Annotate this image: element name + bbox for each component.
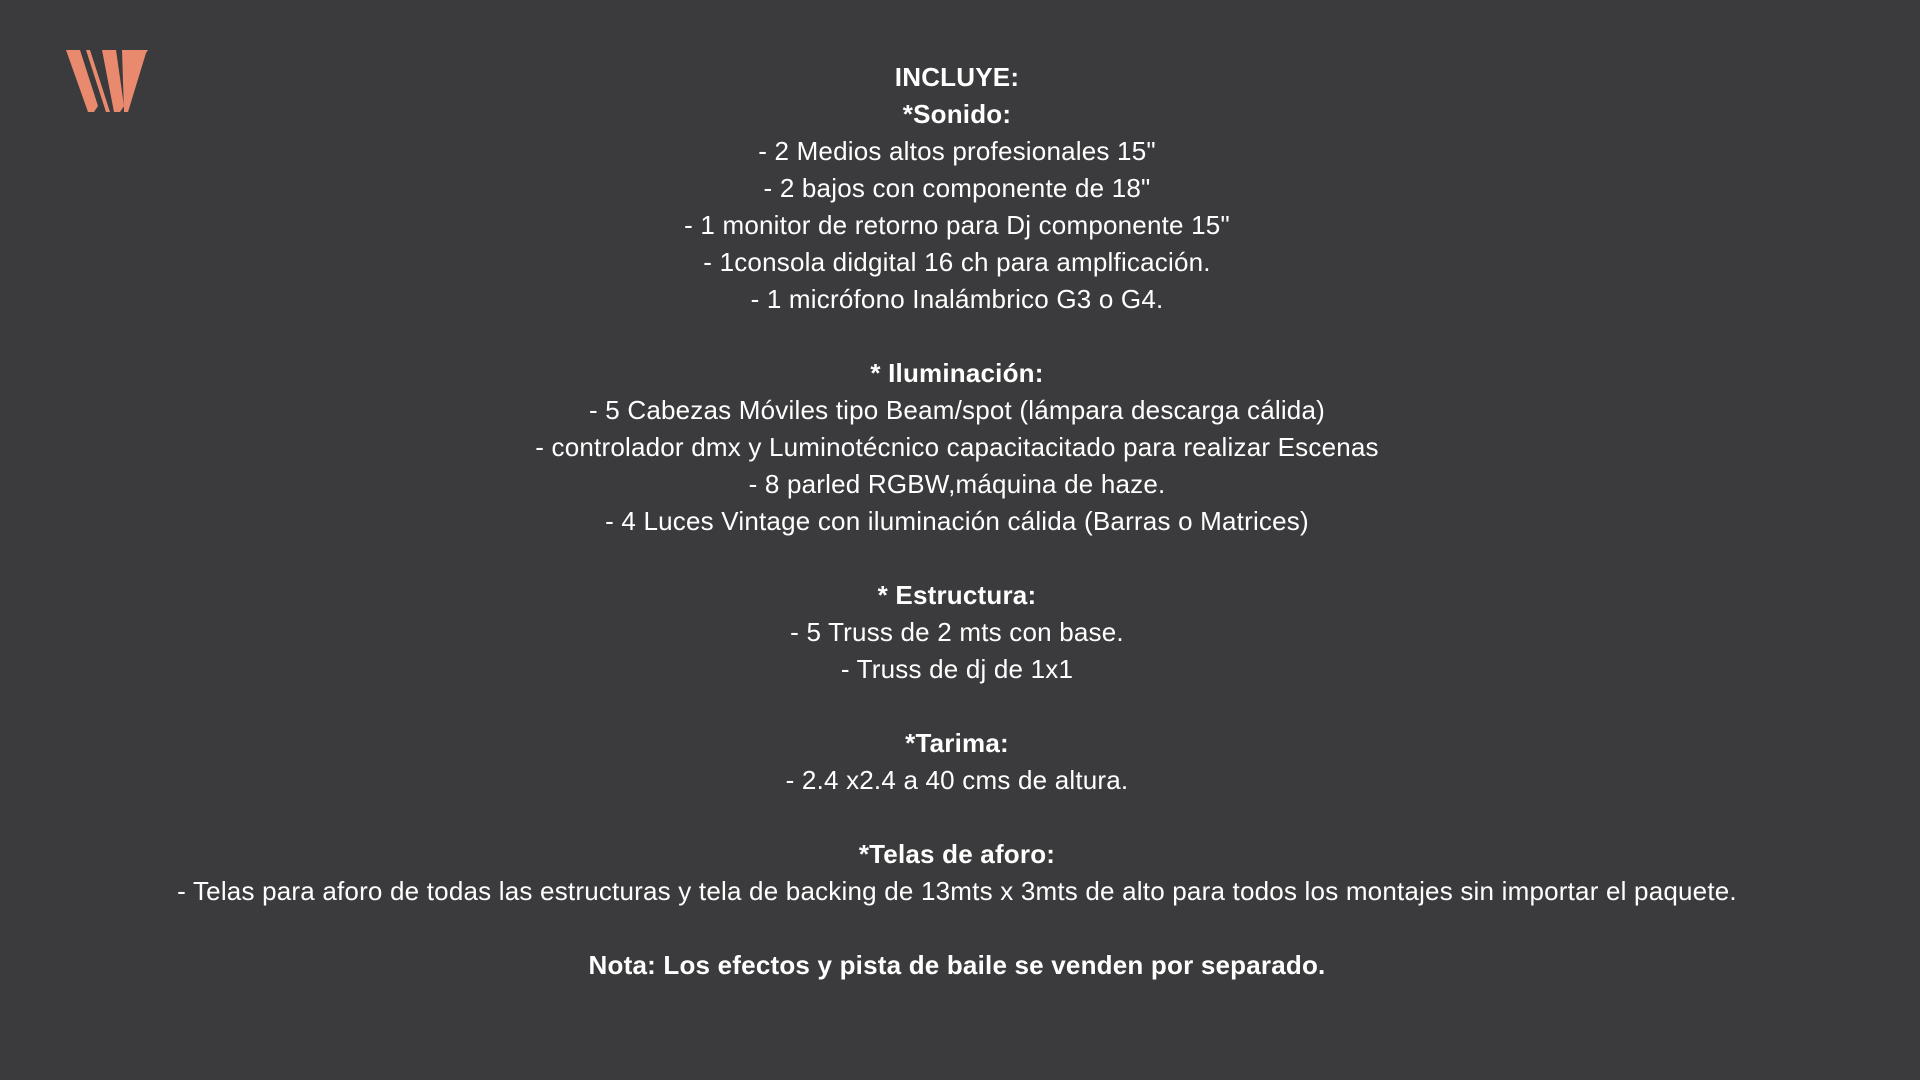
section-spacer [0,540,1914,577]
list-item: - 8 parled RGBW,máquina de haze. [748,469,1166,499]
list-item: - 2.4 x2.4 a 40 cms de altura. [785,765,1129,795]
note-text: Nota: Los efectos y pista de baile se venden por separado. [588,950,1326,980]
section-spacer [0,688,1914,725]
list-item: - 4 Luces Vintage con iluminación cálida (Barras o Matrices) [605,506,1309,536]
list-item: - 1 monitor de retorno para Dj componente 15" [684,210,1230,240]
section-spacer [0,910,1914,947]
section-heading-sonido: *Sonido: [902,99,1012,129]
document-title: INCLUYE: [894,62,1020,92]
list-item: - 1 micrófono Inalámbrico G3 o G4. [750,284,1164,314]
section-heading-tarima: *Tarima: [905,728,1009,758]
package-includes [0,59,1914,984]
list-item: - 1consola didgital 16 ch para amplficación. [703,247,1211,277]
section-spacer [0,799,1914,836]
section-heading-iluminacion: * Iluminación: [870,358,1044,388]
list-item: - 5 Truss de 2 mts con base. [790,617,1124,647]
list-item: - 5 Cabezas Móviles tipo Beam/spot (lámpara descarga cálida) [588,395,1325,425]
section-spacer [0,318,1914,355]
list-item: - Telas para aforo de todas las estructuras y tela de backing de 13mts x 3mts de alto para todos los montajes sin importar el paquete. [177,876,1737,906]
list-item: - Truss de dj de 1x1 [840,654,1074,684]
list-item: - 2 bajos con componente de 18" [763,173,1151,203]
section-heading-telas: *Telas de aforo: [858,839,1056,869]
list-item: - 2 Medios altos profesionales 15" [758,136,1156,166]
list-item: - controlador dmx y Luminotécnico capacitacitado para realizar Escenas [535,432,1379,462]
section-heading-estructura: * Estructura: [877,580,1037,610]
